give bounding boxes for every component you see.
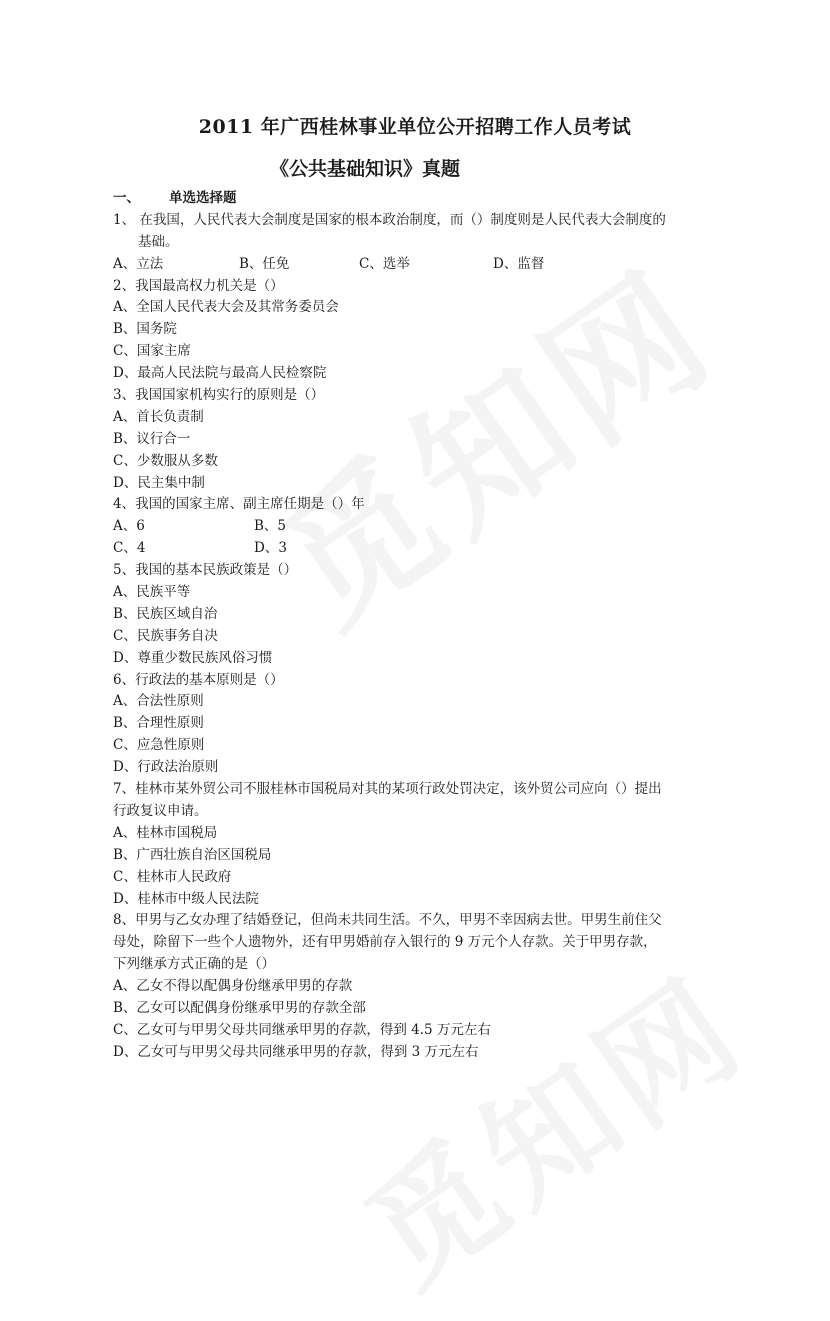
question-stem-continued: 基础。 [138,233,179,250]
question-stem: 2、我国最高权力机关是（） [113,277,284,294]
option-row [113,254,713,276]
section-number: 一、 [113,190,140,206]
option: B、广西壮族自治区国税局 [113,846,272,863]
option: C、少数服从多数 [113,452,218,469]
question-stem: 4、我国的国家主席、副主席任期是（）年 [113,496,365,513]
question-stem: 5、我国的基本民族政策是（） [113,562,298,579]
option: B、5 [254,518,287,535]
option: A、6 [113,518,145,535]
option: A、合法性原则 [113,693,204,710]
document-subtitle: 《公共基础知识》真题 [270,158,461,180]
option-row [113,516,713,538]
question-stem-continued: 母处，除留下一些个人遗物外，还有甲男婚前存入银行的 9 万元个人存款。关于甲男存款， [113,934,657,951]
question-stem: 7、桂林市某外贸公司不服桂林市国税局对其的某项行政处罚决定，该外贸公司应向（）提出 [113,781,662,798]
option: D、最高人民法院与最高人民检察院 [113,365,327,382]
question-list [113,188,713,1064]
option: A、民族平等 [113,584,191,601]
option: B、乙女可以配偶身份继承甲男的存款全部 [113,999,366,1016]
option: C、桂林市人民政府 [113,868,232,885]
option: B、任免 [239,255,290,272]
option: C、国家主席 [113,343,191,360]
option: C、民族事务自决 [113,627,218,644]
question-stem-continued: 下列继承方式正确的是（） [113,956,275,973]
option: D、乙女可与甲男父母共同继承甲男的存款，得到 3 万元左右 [113,1043,479,1060]
option: A、首长负责制 [113,408,204,425]
option: C、应急性原则 [113,737,205,754]
option: A、桂林市国税局 [113,824,218,841]
question-stem: 3、我国国家机构实行的原则是（） [113,387,325,404]
option: D、监督 [493,255,545,272]
option: C、选举 [359,255,410,272]
option: C、乙女可与甲男父母共同继承甲男的存款，得到 4.5 万元左右 [113,1021,491,1038]
question-stem: 6、行政法的基本原则是（） [113,671,284,688]
option: D、桂林市中级人民法院 [113,890,259,907]
option-row [113,538,713,560]
option: D、民主集中制 [113,474,205,491]
option: A、全国人民代表大会及其常务委员会 [113,299,339,316]
option: D、3 [254,540,287,557]
section-label: 单选选择题 [169,190,237,206]
option: D、行政法治原则 [113,759,219,776]
document-title: 2011 年广西桂林事业单位公开招聘工作人员考试 [198,116,632,138]
option: B、国务院 [113,321,177,338]
option: B、民族区域自治 [113,605,218,622]
section-heading [113,188,713,210]
option: D、尊重少数民族风俗习惯 [113,649,273,666]
question-stem-continued: 行政复议申请。 [113,802,208,819]
option: A、乙女不得以配偶身份继承甲男的存款 [113,978,353,995]
option: A、立法 [113,255,164,272]
option: B、合理性原则 [113,715,204,732]
question-stem: 1、 在我国，人民代表大会制度是国家的根本政治制度，而（）制度则是人民代表大会制度的 [113,211,666,228]
question-stem: 8、甲男与乙女办理了结婚登记，但尚未共同生活。不久，甲男不幸因病去世。甲男生前住父 [113,912,662,929]
option: B、议行合一 [113,430,191,447]
option: C、4 [113,540,146,557]
